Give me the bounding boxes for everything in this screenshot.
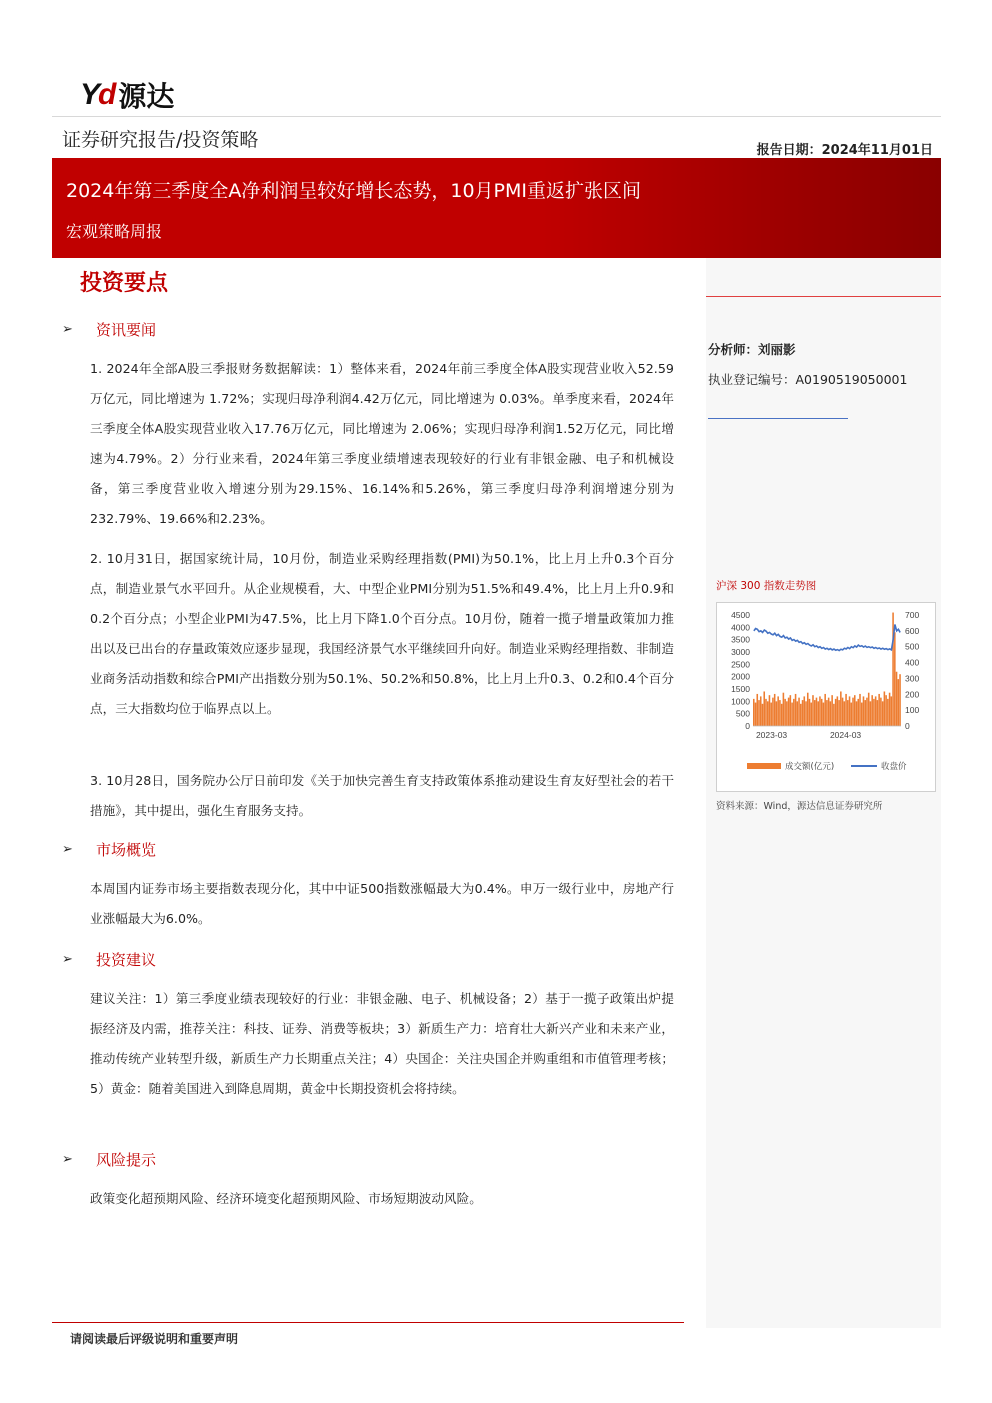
analyst-name: 分析师：刘丽影 bbox=[708, 342, 796, 357]
volume-bar bbox=[830, 701, 832, 726]
arrow-bullet-icon: ➢ bbox=[62, 321, 73, 337]
volume-bar bbox=[816, 698, 818, 726]
volume-bar bbox=[810, 703, 812, 726]
volume-bar bbox=[783, 693, 785, 726]
volume-bar bbox=[774, 694, 776, 726]
volume-bar bbox=[857, 699, 859, 726]
volume-bar bbox=[767, 701, 769, 726]
news-paragraph-1: 1. 2024年全部A股三季报财务数据解读：1）整体来看，2024年前三季度全体A股实现营业收入52.59万亿元，同比增速为 1.72%；实现归母净利润4.42万亿元，同比增速为 0.03%。单季度来看，2024年三季度全体A股实现营业收入17.76万亿元，同比增速为 2.06%；实现归母净利润1.52万亿元，同比增速为4.79%。2）分行业来看，2024年第三季度业绩增速表现较好的行业有非银金融、电子和机械设备，第三季度营业收入增速分别为29.15%、16.14%和5.26%，第三季度归母净利润增速分别为232.79%、19.66%和2.23%。 bbox=[90, 361, 674, 526]
subheading-market bbox=[62, 838, 156, 860]
volume-bar bbox=[795, 694, 797, 726]
chart-source: 资料来源：Wind，源达信息证券研究所 bbox=[716, 801, 883, 812]
left-axis-tick: 500 bbox=[735, 708, 750, 719]
arrow-bullet-icon: ➢ bbox=[62, 1151, 73, 1167]
volume-bar bbox=[884, 691, 886, 726]
sidebar bbox=[706, 258, 941, 1328]
volume-bar bbox=[802, 700, 804, 726]
volume-bar bbox=[819, 696, 821, 726]
main-content bbox=[52, 258, 692, 1328]
volume-bar bbox=[756, 694, 758, 726]
volume-bar bbox=[777, 696, 779, 726]
subheading-advice bbox=[62, 948, 156, 970]
right-axis-tick: 500 bbox=[905, 641, 920, 652]
volume-bar bbox=[833, 704, 835, 726]
arrow-bullet-icon: ➢ bbox=[62, 951, 73, 967]
registration-number: 执业登记编号：A0190519050001 bbox=[708, 372, 908, 387]
volume-bar bbox=[861, 703, 863, 726]
advice-paragraph: 建议关注：1）第三季度业绩表现较好的行业：非银金融、电子、机械设备；2）基于一揽子政策出炉提振经济及内需，推荐关注：科技、证券、消费等板块；3）新质生产力：培育壮大新兴产业和未来产业，推动传统产业转型升级，新质生产力长期重点关注；4）央国企：关注央国企并购重组和市值管理考核；5）黄金：随着美国进入到降息周期，黄金中长期投资机会将持续。 bbox=[90, 991, 674, 1096]
x-axis-tick: 2023-03 bbox=[755, 730, 788, 740]
volume-bar bbox=[891, 696, 893, 726]
x-axis-tick: 2024-03 bbox=[829, 730, 862, 740]
volume-bar bbox=[762, 704, 764, 726]
report-date: 报告日期：2024年11月01日 bbox=[756, 143, 933, 158]
volume-bar bbox=[866, 698, 868, 726]
volume-bar bbox=[868, 693, 870, 726]
volume-bar bbox=[793, 699, 795, 726]
left-axis-tick: 0 bbox=[745, 721, 750, 731]
volume-bar bbox=[800, 704, 802, 726]
right-axis-tick: 600 bbox=[905, 625, 920, 636]
volume-bar bbox=[823, 703, 825, 726]
volume-bar bbox=[809, 699, 811, 726]
volume-bar bbox=[835, 699, 837, 726]
volume-bar bbox=[788, 698, 790, 726]
volume-bar bbox=[831, 695, 833, 726]
volume-bar bbox=[845, 694, 847, 726]
volume-bar bbox=[864, 700, 866, 726]
subheading-label: 资讯要闻 bbox=[96, 320, 157, 339]
volume-bar bbox=[847, 700, 849, 726]
volume-bar bbox=[889, 693, 891, 726]
subheading-risk bbox=[62, 1148, 156, 1170]
subheading-label: 投资建议 bbox=[96, 950, 157, 969]
volume-bar bbox=[805, 701, 807, 726]
volume-bar bbox=[880, 698, 882, 726]
volume-bar bbox=[772, 698, 774, 726]
chart-canvas bbox=[717, 603, 935, 791]
volume-bar bbox=[769, 695, 771, 726]
volume-bar bbox=[817, 701, 819, 726]
volume-bar bbox=[765, 699, 767, 726]
subheading-label: 风险提示 bbox=[96, 1150, 157, 1169]
volume-bar bbox=[828, 698, 830, 726]
close-price-line bbox=[754, 625, 900, 651]
report-subtitle: 宏观策略周报 bbox=[66, 222, 163, 241]
volume-bar bbox=[875, 696, 877, 726]
volume-bar bbox=[842, 698, 844, 726]
left-axis-tick: 4500 bbox=[731, 610, 750, 620]
volume-bar bbox=[790, 695, 792, 726]
news-paragraph-2: 2. 10月31日，据国家统计局，10月份，制造业采购经理指数(PMI)为50.1%，比上月上升0.3个百分点，制造业景气水平回升。从企业规模看，大、中型企业PMI分别为51.5%和49.4%，比上月上升0.9和0.2个百分点；小型企业PMI为47.5%，比上月下降1.0个百分点。10月份，随着一揽子增量政策加力推出以及已出台的存量政策效应逐步显现，我国经济景气水平继续回升向好。制造业采购经理指数、非制造业商务活动指数和综合PMI产出指数分别为50.1%、50.2%和50.8%，比上月上升0.3、0.2和0.4个百分点，三大指数均位于临界点以上。 bbox=[90, 551, 674, 716]
left-axis-tick: 3500 bbox=[731, 634, 750, 645]
volume-bar bbox=[760, 696, 762, 726]
volume-bar bbox=[877, 700, 879, 726]
volume-bar bbox=[859, 694, 861, 726]
brand-name: 源达 bbox=[118, 80, 175, 113]
volume-bar bbox=[882, 701, 884, 726]
volume-bar bbox=[878, 694, 880, 726]
volume-bar bbox=[797, 701, 799, 726]
left-axis-tick: 1000 bbox=[731, 696, 750, 707]
footer-divider bbox=[52, 1322, 684, 1323]
volume-bar bbox=[844, 701, 846, 726]
title-banner bbox=[52, 158, 941, 258]
left-axis-tick: 2500 bbox=[731, 659, 750, 670]
left-axis-tick: 4000 bbox=[731, 622, 750, 633]
arrow-bullet-icon: ➢ bbox=[62, 841, 73, 857]
volume-bar bbox=[814, 700, 816, 726]
volume-bar bbox=[770, 703, 772, 726]
volume-bar bbox=[896, 672, 898, 726]
volume-bar bbox=[863, 696, 865, 726]
volume-bar bbox=[763, 691, 765, 726]
volume-bar bbox=[856, 701, 858, 726]
right-axis-tick: 200 bbox=[905, 689, 920, 700]
volume-bar bbox=[812, 695, 814, 726]
left-axis-tick: 2000 bbox=[731, 671, 750, 682]
volume-bar bbox=[784, 699, 786, 726]
subheading-news bbox=[62, 318, 156, 340]
news-paragraph-3: 3. 10月28日，国务院办公厅日前印发《关于加快完善生育支持政策体系推动建设生育友好型社会的若干措施》，其中提出，强化生育服务支持。 bbox=[90, 773, 674, 818]
sidebar-blue-divider bbox=[708, 418, 848, 419]
volume-bar bbox=[894, 632, 896, 726]
right-axis-tick: 400 bbox=[905, 657, 920, 668]
volume-bar bbox=[779, 700, 781, 726]
volume-bar bbox=[791, 703, 793, 726]
right-axis-tick: 0 bbox=[905, 721, 910, 731]
report-category: 证券研究报告/投资策略 bbox=[62, 129, 259, 151]
legend-label-volume: 成交额(亿元) bbox=[785, 762, 835, 772]
market-paragraph: 本周国内证券市场主要指数表现分化，其中中证500指数涨幅最大为0.4%。申万一级行业中，房地产行业涨幅最大为6.0%。 bbox=[90, 881, 674, 926]
volume-bar bbox=[821, 699, 823, 726]
volume-bar bbox=[755, 703, 757, 726]
volume-bar bbox=[807, 693, 809, 726]
chart-title: 沪深 300 指数走势图 bbox=[716, 580, 817, 592]
index-chart bbox=[716, 602, 936, 792]
volume-bar bbox=[873, 699, 875, 726]
volume-bar bbox=[803, 696, 805, 726]
volume-bar bbox=[870, 701, 872, 726]
volume-bar bbox=[824, 694, 826, 726]
legend-label-close: 收盘价 bbox=[881, 762, 907, 772]
volume-bar bbox=[852, 698, 854, 726]
left-axis-tick: 3000 bbox=[731, 647, 750, 657]
brand-logo bbox=[80, 78, 174, 112]
report-header bbox=[52, 116, 941, 158]
volume-bar bbox=[758, 700, 760, 726]
right-axis-tick: 100 bbox=[905, 705, 920, 716]
volume-bar bbox=[885, 695, 887, 726]
report-title: 2024年第三季度全A净利润呈较好增长态势，10月PMI重返扩张区间 bbox=[66, 180, 641, 202]
right-axis-tick: 700 bbox=[905, 610, 920, 620]
brand-mark: Yd bbox=[80, 78, 115, 111]
volume-bar bbox=[871, 695, 873, 726]
volume-bar bbox=[849, 696, 851, 726]
volume-bar bbox=[887, 699, 889, 726]
volume-bar bbox=[753, 699, 755, 726]
left-axis-tick: 1500 bbox=[731, 684, 750, 694]
volume-bar bbox=[837, 696, 839, 726]
volume-bar bbox=[851, 703, 853, 726]
volume-bar bbox=[798, 698, 800, 726]
volume-bar bbox=[899, 674, 901, 726]
volume-bar bbox=[776, 701, 778, 726]
sidebar-divider bbox=[706, 296, 941, 297]
volume-bar bbox=[840, 691, 842, 726]
section-heading: 投资要点 bbox=[80, 271, 169, 296]
legend-swatch-volume bbox=[747, 763, 781, 769]
volume-bar bbox=[786, 701, 788, 726]
risk-paragraph: 政策变化超预期风险、经济环境变化超预期风险、市场短期波动风险。 bbox=[90, 1191, 482, 1206]
volume-bar bbox=[854, 695, 856, 726]
subheading-label: 市场概览 bbox=[96, 840, 157, 859]
volume-bar bbox=[898, 679, 900, 726]
right-axis-tick: 300 bbox=[905, 673, 920, 684]
volume-bar bbox=[826, 700, 828, 726]
footer-disclaimer: 请阅读最后评级说明和重要声明 bbox=[70, 1332, 239, 1346]
volume-bar bbox=[838, 700, 840, 726]
volume-bar bbox=[781, 704, 783, 726]
